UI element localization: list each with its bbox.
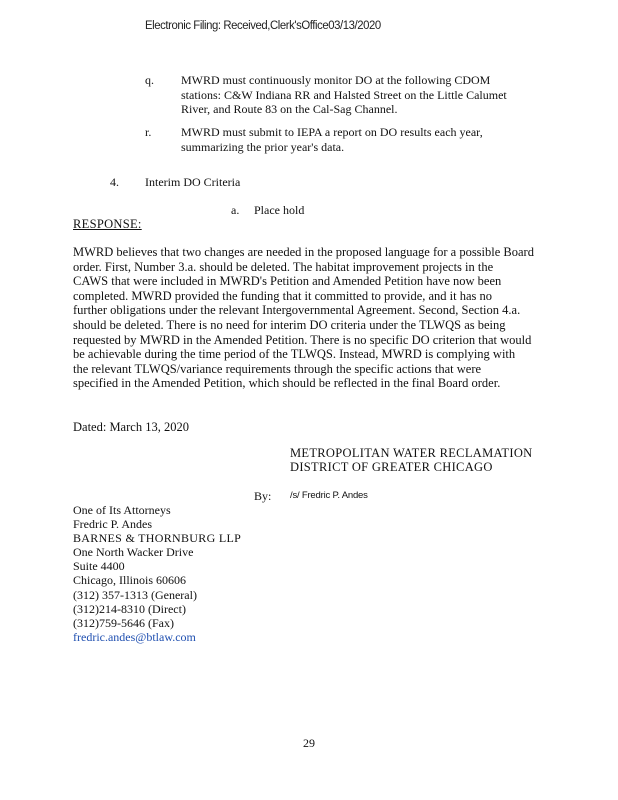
contact-line: One North Wacker Drive	[73, 545, 194, 560]
contact-line: Chicago, Illinois 60606	[73, 573, 186, 588]
contact-line: Suite 4400	[73, 559, 125, 574]
page-number: 29	[303, 736, 315, 750]
by-label: By:	[254, 489, 272, 503]
list-item-label: q.	[145, 73, 154, 87]
dated-line: Dated: March 13, 2020	[73, 420, 189, 434]
subitem-label: a.	[231, 203, 240, 217]
section-title: Interim DO Criteria	[145, 175, 241, 189]
contact-line: One of Its Attorneys	[73, 503, 171, 517]
subitem-text: Place hold	[254, 203, 305, 217]
paragraph-line: further obligations under the relevant Intergovernmental Agreement. Second, Section 4.a.	[73, 303, 521, 318]
paragraph-line: completed. MWRD provided the funding that it committed to provide, and it has no	[73, 288, 493, 303]
list-item-text: MWRD must continuously monitor DO at the following CDOM stations: C&W Indiana RR and Halsted Street on the Little Calumet River, and Route 83 on the Cal-Sag Channel.	[181, 73, 507, 116]
contact-line: (312)759-5646 (Fax)	[73, 615, 174, 630]
contact-line: BARNES & THORNBURG LLP	[73, 531, 242, 546]
signature-name: /s/ Fredric P. Andes	[290, 490, 368, 501]
contact-line: Fredric P. Andes	[73, 517, 152, 532]
paragraph-line: CAWS that were included in MWRD's Petition and Amended Petition have now been	[73, 274, 502, 289]
paragraph-line: MWRD believes that two changes are needed in the proposed language for a possible Board	[73, 245, 534, 259]
contact-line: (312)214-8310 (Direct)	[73, 601, 186, 616]
attorney-contact-block	[73, 503, 241, 644]
list-item-label: r.	[145, 125, 152, 139]
list-item-text: MWRD must submit to IEPA a report on DO results each year, summarizing the prior year's data.	[181, 125, 483, 154]
response-heading: RESPONSE:	[73, 217, 142, 231]
contact-line: (312) 357-1313 (General)	[73, 587, 197, 602]
filing-stamp: Electronic Filing: Received,Clerk'sOffice03/13/2020	[145, 18, 381, 32]
party-name-line2: DISTRICT OF GREATER CHICAGO	[290, 460, 493, 474]
response-paragraph	[73, 245, 583, 391]
paragraph-line: be achievable during the time period of the TLWQS. Instead, MWRD is complying with	[73, 347, 516, 362]
paragraph-line: order. First, Number 3.a. should be deleted. The habitat improvement projects in the	[73, 259, 494, 274]
paragraph-line: requested by MWRD in the Amended Petition. There is no specific DO criterion that would	[73, 332, 532, 347]
party-name-line1: METROPOLITAN WATER RECLAMATION	[290, 446, 533, 460]
email-link[interactable]: fredric.andes@btlaw.com	[73, 629, 196, 644]
section-number: 4.	[110, 175, 119, 189]
paragraph-line: specified in the Amended Petition, which should be reflected in the final Board order.	[73, 376, 501, 391]
paragraph-line: should be deleted. There is no need for interim DO criteria under the TLWQS as being	[73, 317, 506, 332]
paragraph-line: the relevant TLWQS/variance requirements through the specific actions that were	[73, 361, 482, 376]
